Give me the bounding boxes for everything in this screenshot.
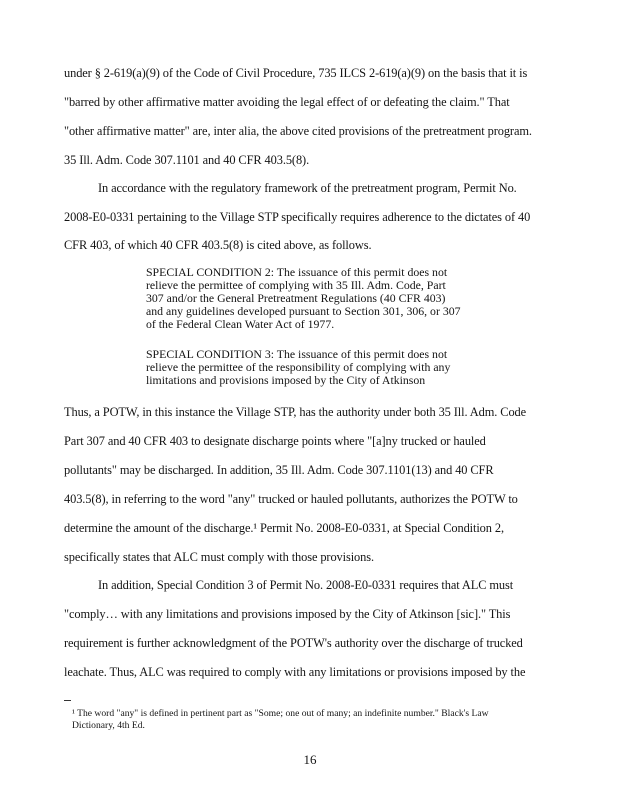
body-line: CFR 403, of which 40 CFR 403.5(8) is cited above, as follows. — [64, 238, 372, 252]
body-line: leachate. Thus, ALC was required to comply with any limitations or provisions imposed by the — [64, 665, 526, 679]
body-line: specifically states that ALC must comply with those provisions. — [64, 550, 374, 564]
quote-line: 307 and/or the General Pretreatment Regulations (40 CFR 403) — [146, 291, 446, 305]
body-line: determine the amount of the discharge.¹ Permit No. 2008-E0-0331, at Special Condition 2, — [64, 521, 504, 535]
body-line: Part 307 and 40 CFR 403 to designate discharge points where "[a]ny trucked or hauled — [64, 434, 486, 448]
quote-line: of the Federal Clean Water Act of 1977. — [146, 317, 335, 331]
quote-line: SPECIAL CONDITION 3: The issuance of this permit does not — [146, 347, 448, 361]
body-line: under § 2-619(a)(9) of the Code of Civil Procedure, 735 ILCS 2-619(a)(9) on the basis that it is — [64, 66, 528, 80]
quote-line: relieve the permittee of complying with 35 Ill. Adm. Code, Part — [146, 278, 446, 292]
quote-line: and any guidelines developed pursuant to Section 301, 306, or 307 — [146, 304, 461, 318]
body-line: "barred by other affirmative matter avoiding the legal effect of or defeating the claim." That — [64, 95, 510, 109]
footnote-line: ¹ The word "any" is defined in pertinent part as "Some; one out of many; an indefinite number." Black's Law — [72, 708, 489, 719]
body-line: pollutants" may be discharged. In addition, 35 Ill. Adm. Code 307.1101(13) and 40 CFR — [64, 463, 494, 477]
body-line: "comply… with any limitations and provisions imposed by the City of Atkinson [sic]." This — [64, 607, 511, 621]
body-line: In accordance with the regulatory framework of the pretreatment program, Permit No. — [98, 181, 517, 195]
body-line: requirement is further acknowledgment of the POTW's authority over the discharge of trucked — [64, 636, 523, 650]
body-line: In addition, Special Condition 3 of Permit No. 2008-E0-0331 requires that ALC must — [98, 578, 514, 592]
body-line: 2008-E0-0331 pertaining to the Village STP specifically requires adherence to the dictates of 40 — [64, 210, 531, 224]
quote-line: SPECIAL CONDITION 2: The issuance of this permit does not — [146, 265, 448, 279]
quote-line: limitations and provisions imposed by the City of Atkinson — [146, 373, 426, 387]
page-number: 16 — [303, 752, 317, 767]
body-line: 35 Ill. Adm. Code 307.1101 and 40 CFR 403.5(8). — [64, 153, 310, 167]
body-line: Thus, a POTW, in this instance the Village STP, has the authority under both 35 Ill. Adm. Code — [64, 405, 527, 419]
quote-line: relieve the permittee of the responsibility of complying with any — [146, 360, 451, 374]
footnote-line: Dictionary, 4th Ed. — [72, 720, 145, 731]
footnote-rule — [64, 700, 71, 701]
body-line: "other affirmative matter" are, inter alia, the above cited provisions of the pretreatment program. — [64, 124, 532, 138]
body-line: 403.5(8), in referring to the word "any" trucked or hauled pollutants, authorizes the POTW to — [64, 492, 518, 506]
